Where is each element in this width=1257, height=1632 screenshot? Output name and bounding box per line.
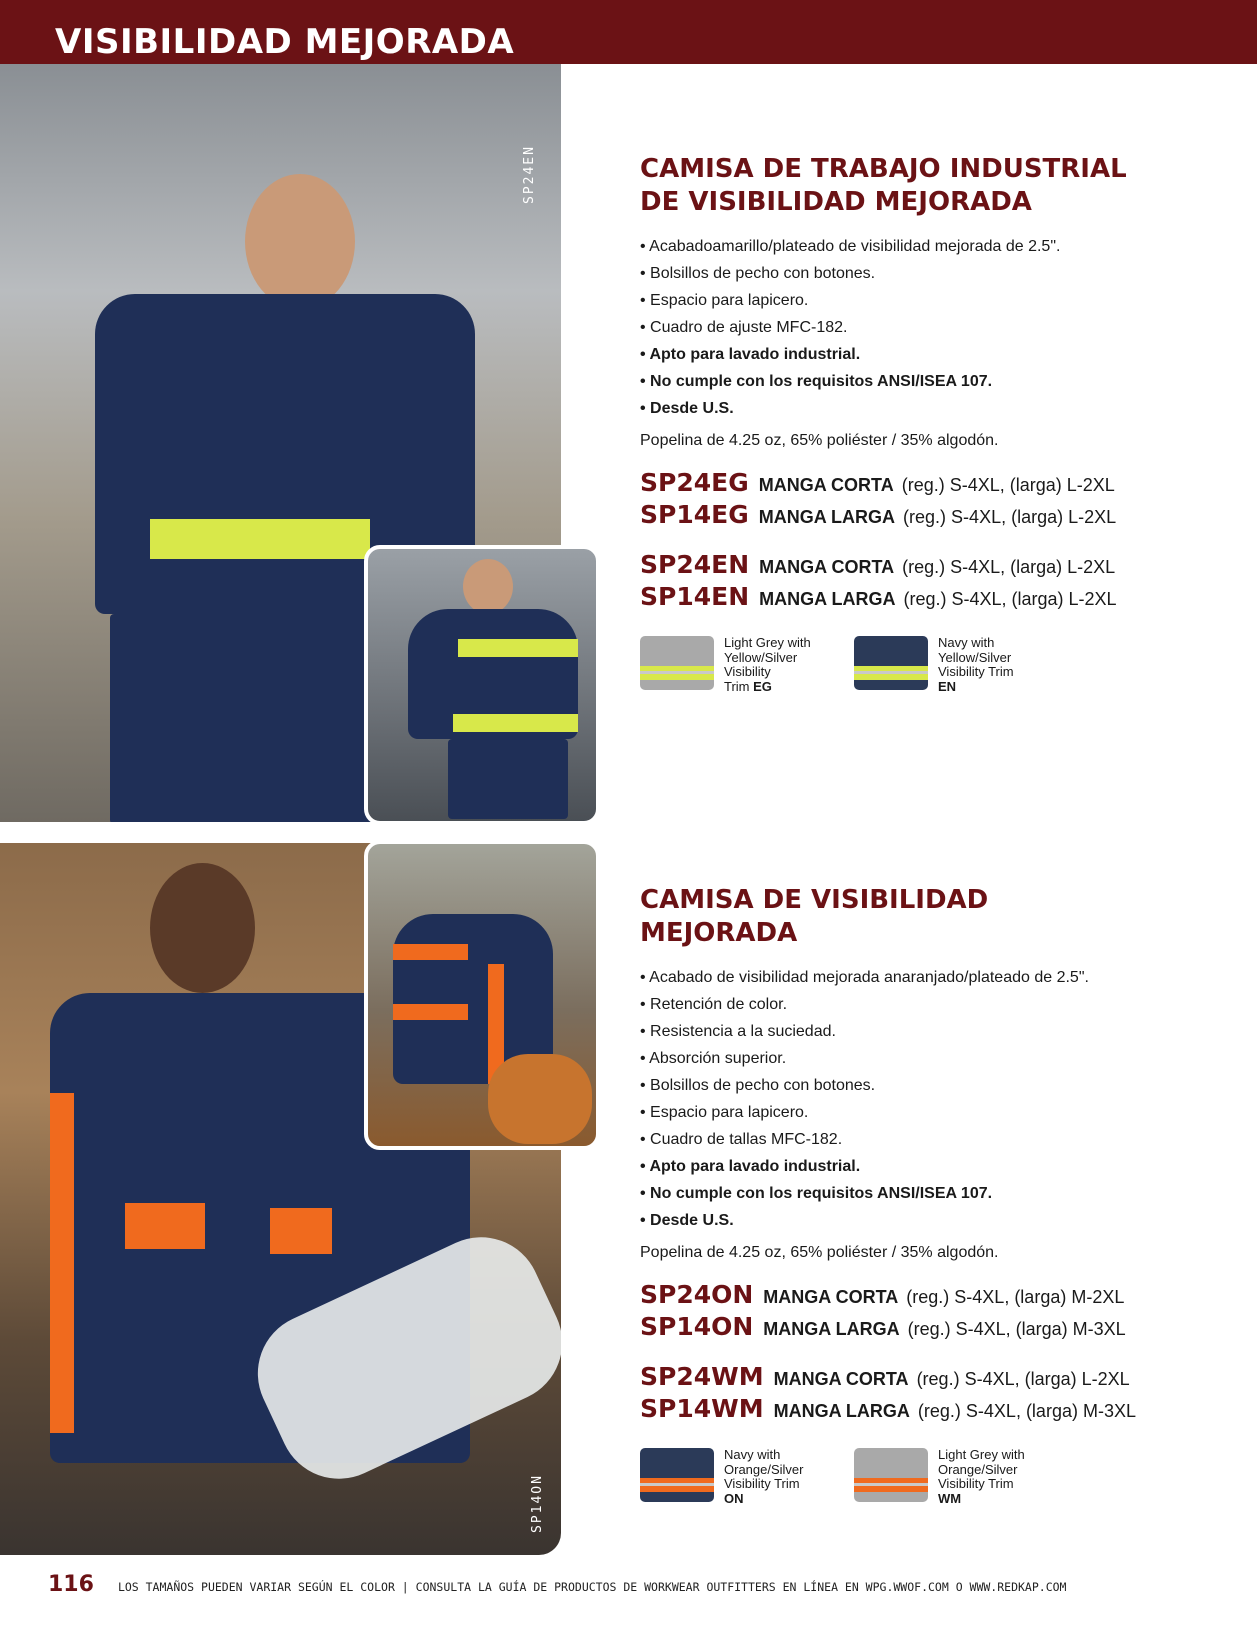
- sku-group: [640, 468, 1240, 532]
- sku-sizes: (reg.) S-4XL, (larga) M-3XL: [907, 1319, 1126, 1339]
- footer-note: LOS TAMAÑOS PUEDEN VARIAR SEGÚN EL COLOR | CONSULTA LA GUÍA DE PRODUCTOS DE WORKWEAR OUTFITTERS EN LÍNEA EN WPG.WWOF.COM O WWW.REDKAP.COM: [117, 1580, 1067, 1594]
- section-title: CAMISA DE TRABAJO INDUSTRIAL DE VISIBILIDAD MEJORADA: [640, 154, 1127, 217]
- sku-row: [640, 1312, 1240, 1344]
- sku-code: SP14EN: [640, 582, 750, 611]
- list-item: • Absorción superior.: [640, 1045, 1240, 1072]
- swatch-code: ON: [724, 1490, 744, 1506]
- page-number: 116: [48, 1572, 94, 1597]
- sku-sizes: (reg.) S-4XL, (larga) L-2XL: [902, 557, 1116, 577]
- visibility-trim: [458, 639, 578, 657]
- sku-sleeve: MANGA CORTA: [763, 1287, 899, 1307]
- sku-sizes: (reg.) S-4XL, (larga) M-2XL: [906, 1287, 1125, 1307]
- sku-sleeve: MANGA CORTA: [758, 475, 894, 495]
- sku-group: [640, 1362, 1240, 1426]
- sku-sleeve: MANGA LARGA: [763, 1319, 900, 1339]
- list-item: • Resistencia a la suciedad.: [640, 1018, 1240, 1045]
- list-item: • Bolsillos de pecho con botones.: [640, 260, 1240, 287]
- sku-row: [640, 1362, 1240, 1394]
- sku-code: SP24ON: [640, 1280, 754, 1309]
- sku-sleeve: MANGA CORTA: [759, 557, 895, 577]
- list-item: • Cuadro de ajuste MFC-182.: [640, 314, 1240, 341]
- sku-row: [640, 1280, 1240, 1312]
- sku-code: SP14ON: [640, 1312, 754, 1341]
- sku-code: SP24EG: [640, 468, 749, 497]
- swatch-on: [640, 1448, 824, 1506]
- product-section-visibility-shirt: [640, 884, 1240, 1506]
- swatch-code: EN: [938, 678, 957, 694]
- sku-code: SP24EN: [640, 550, 750, 579]
- visibility-trim: [393, 1004, 468, 1020]
- swatch-wm: [854, 1448, 1038, 1506]
- sku-sizes: (reg.) S-4XL, (larga) M-3XL: [917, 1401, 1136, 1421]
- worker-pants: [448, 739, 568, 819]
- sku-sleeve: MANGA LARGA: [758, 507, 896, 527]
- visibility-trim: [150, 519, 370, 559]
- swatch-label: Navy with Yellow/Silver Visibility Trim EN: [938, 636, 1038, 694]
- sku-sleeve: MANGA LARGA: [773, 1401, 910, 1421]
- page-header: [0, 0, 1257, 64]
- sku-sleeve: MANGA CORTA: [773, 1369, 909, 1389]
- swatch-code: WM: [938, 1490, 962, 1506]
- sku-group: [640, 550, 1240, 614]
- list-item: • Apto para lavado industrial.: [640, 1153, 1240, 1180]
- visibility-trim: [125, 1203, 205, 1249]
- worker-head: [245, 174, 355, 309]
- produce: [488, 1054, 592, 1144]
- sku-row: [640, 582, 1240, 614]
- sku-row: [640, 1394, 1240, 1426]
- list-item: • Acabado de visibilidad mejorada anaranjado/plateado de 2.5".: [640, 964, 1240, 991]
- page-footer: [48, 1572, 1066, 1597]
- color-swatches: [640, 636, 1240, 694]
- list-item: • No cumple con los requisitos ANSI/ISEA 107.: [640, 1180, 1240, 1207]
- worker-head: [150, 863, 255, 993]
- product-inset-photo-back: [364, 545, 600, 825]
- photo-label: SP24EN: [522, 145, 537, 204]
- sku-code: SP24WM: [640, 1362, 764, 1391]
- list-item: • Retención de color.: [640, 991, 1240, 1018]
- sku-sleeve: MANGA LARGA: [759, 589, 896, 609]
- color-swatches: [640, 1448, 1240, 1506]
- visibility-trim: [453, 714, 578, 732]
- feature-list: [640, 964, 1240, 1234]
- list-item: • Apto para lavado industrial.: [640, 341, 1240, 368]
- swatch-label: Light Grey with Orange/Silver Visibility Trim WM: [938, 1448, 1038, 1506]
- section-title: CAMISA DE VISIBILIDAD MEJORADA: [640, 885, 989, 948]
- photo-label: SP14ON: [530, 1474, 545, 1533]
- list-item: • Espacio para lapicero.: [640, 287, 1240, 314]
- swatch-code: EG: [753, 678, 772, 694]
- swatch-eg: [640, 636, 824, 694]
- visibility-trim: [270, 1208, 332, 1254]
- product-section-industrial-shirt: [640, 153, 1240, 694]
- sku-group: [640, 1280, 1240, 1344]
- color-chip: [640, 1448, 714, 1502]
- sku-code: SP14EG: [640, 500, 749, 529]
- list-item: • Espacio para lapicero.: [640, 1099, 1240, 1126]
- sku-row: [640, 550, 1240, 582]
- color-chip: [854, 636, 928, 690]
- sku-code: SP14WM: [640, 1394, 764, 1423]
- sku-row: [640, 500, 1240, 532]
- visibility-trim: [50, 1093, 74, 1433]
- list-item: • Bolsillos de pecho con botones.: [640, 1072, 1240, 1099]
- sku-sizes: (reg.) S-4XL, (larga) L-2XL: [903, 589, 1117, 609]
- swatch-label: Navy with Orange/Silver Visibility Trim ON: [724, 1448, 824, 1506]
- list-item: • Cuadro de tallas MFC-182.: [640, 1126, 1240, 1153]
- page-title: VISIBILIDAD MEJORADA: [55, 22, 515, 62]
- sku-row: [640, 468, 1240, 500]
- sku-sizes: (reg.) S-4XL, (larga) L-2XL: [903, 507, 1117, 527]
- fabric-description: Popelina de 4.25 oz, 65% poliéster / 35% algodón.: [640, 1244, 999, 1261]
- visibility-trim: [393, 944, 468, 960]
- product-inset-photo-side: [364, 840, 600, 1150]
- list-item: • Desde U.S.: [640, 1207, 1240, 1234]
- sku-sizes: (reg.) S-4XL, (larga) L-2XL: [916, 1369, 1130, 1389]
- swatch-label: Light Grey with Yellow/Silver Visibility Trim EG: [724, 635, 811, 694]
- list-item: • No cumple con los requisitos ANSI/ISEA 107.: [640, 368, 1240, 395]
- color-chip: [854, 1448, 928, 1502]
- feature-list: [640, 233, 1240, 422]
- sku-sizes: (reg.) S-4XL, (larga) L-2XL: [901, 475, 1115, 495]
- worker-head: [463, 559, 513, 614]
- fabric-description: Popelina de 4.25 oz, 65% poliéster / 35% algodón.: [640, 432, 999, 449]
- list-item: • Desde U.S.: [640, 395, 1240, 422]
- swatch-en: [854, 636, 1038, 694]
- color-chip: [640, 636, 714, 690]
- list-item: • Acabadoamarillo/plateado de visibilidad mejorada de 2.5".: [640, 233, 1240, 260]
